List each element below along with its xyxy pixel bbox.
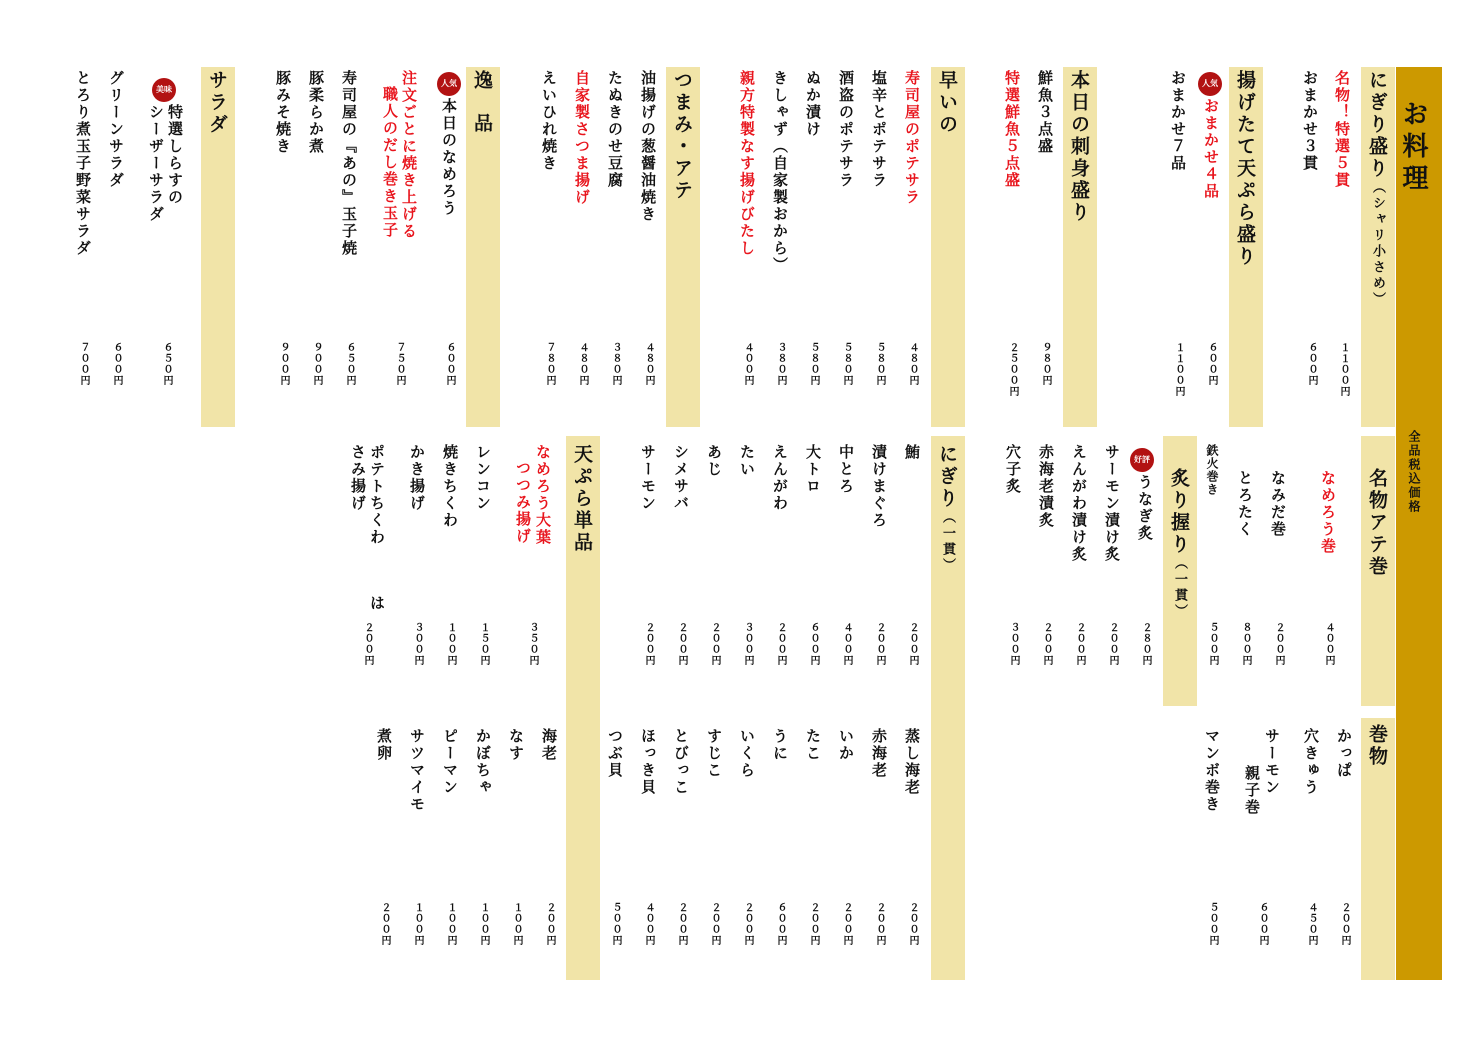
price: ２００円 [362,622,373,666]
price: ５００円 [610,902,621,946]
menu-item: シメサバ [672,444,690,512]
price: ２００円 [775,622,786,666]
price: ４８０円 [907,342,918,386]
menu-item: ピーマン [441,728,459,796]
price: ２００円 [907,622,918,666]
menu-item: 鮪 [903,444,921,461]
menu-item: 鮮魚３点盛 [1036,70,1054,155]
price: ２００円 [1339,902,1350,946]
menu-item: 焼きちくわ [441,444,459,529]
menu-item: いか [837,728,855,762]
price: ６５０円 [161,342,172,386]
price: ７５０円 [394,342,405,386]
price: ２００円 [1273,622,1284,666]
price: ８００円 [1240,622,1251,666]
section-title-makimono: 巻物 [1366,724,1388,768]
menu-item: おまかせ７品 [1169,70,1187,172]
price: ６００円 [111,342,122,386]
price: ２００円 [841,902,852,946]
price: ２８０円 [1140,622,1151,666]
price: ２００円 [907,902,918,946]
price: ４００円 [1323,622,1334,666]
menu-item: 特選しらすの [166,104,184,206]
menu-item: マンボ巻き [1203,728,1221,813]
price: ２００円 [1107,622,1118,666]
price: ６００円 [1206,342,1217,386]
menu-item: すじこ [705,728,723,779]
section-title-tsumami: つまみ・アテ [671,70,693,202]
menu-item: なめろう巻 [1319,470,1337,555]
menu-item: うなぎ炙 [1136,474,1154,542]
section-title-nigiri: にぎり（一貫） [936,444,958,574]
price: ３８０円 [610,342,621,386]
menu-item: 中とろ [837,444,855,495]
section-title-ippin: 逸品 [471,70,493,156]
price: ７８０円 [544,342,555,386]
price: ６００円 [444,342,455,386]
menu-item: 特選鮮魚５点盛 [1003,70,1021,189]
menu-item: 塩辛とポテサラ [870,70,888,189]
menu-item: 名物！特選５貫 [1333,70,1351,189]
price: ６００円 [775,902,786,946]
menu-item: おまかせ３貫 [1301,70,1319,172]
price: ２００円 [1074,622,1085,666]
menu-item: おまかせ４品 [1202,98,1220,200]
price: ２００円 [709,902,720,946]
price: ４００円 [643,902,654,946]
price: ２００円 [676,902,687,946]
price: ５８０円 [841,342,852,386]
menu-item: 豚柔らか煮 [307,70,325,155]
price: ４５０円 [1306,902,1317,946]
section-title-meibutsu: 名物アテ巻 [1366,468,1388,578]
menu-item: 穴きゅう [1302,728,1320,796]
price: ２００円 [379,902,390,946]
section-title-aburi: 炙り握り（一貫） [1168,468,1190,620]
price: ２００円 [742,902,753,946]
menu-item: えんがわ漬け炙 [1070,444,1088,563]
menu-item: きしゃず（自家製おから） [771,70,789,274]
menu-item: サーモン [639,444,657,512]
price: ６００円 [1306,342,1317,386]
menu-item: 寿司屋のポテサラ [903,70,921,206]
price: ２００円 [643,622,654,666]
menu-item: つぶ貝 [606,728,624,779]
menu-item: なす [507,728,525,762]
menu-item: 蒸し海老 [903,728,921,796]
menu-item: グリーンサラダ [107,70,125,189]
menu-item: つつみ揚げ [514,460,532,545]
price: ３５０円 [527,622,538,666]
menu-item-suffix: は [368,595,386,612]
menu-item: 寿司屋の『あの』玉子焼 [340,70,358,257]
ninki-badge-icon: 人気 [1198,72,1222,96]
menu-item: 大トロ [804,444,822,495]
price: ６００円 [808,622,819,666]
menu-item: サツマイモ [408,728,426,813]
price: ９８０円 [1040,342,1051,386]
price: ４８０円 [577,342,588,386]
menu-item: 漬けまぐろ [870,444,888,529]
section-title-tempura: 天ぷら単品 [571,444,593,554]
price: １１００円 [1338,342,1349,397]
price: １５０円 [478,622,489,666]
koubyo-badge-icon: 好評 [1130,448,1154,472]
price: ２００円 [874,622,885,666]
menu-item: とろたく [1236,470,1254,538]
price: ４００円 [742,342,753,386]
menu-item: ポテトちくわ [368,444,386,546]
price: ２００円 [1041,622,1052,666]
price: １１００円 [1173,342,1184,397]
menu-item: あじ [705,444,723,478]
price: １００円 [445,902,456,946]
bimi-badge-icon: 美味 [152,78,176,102]
price: ２００円 [874,902,885,946]
price: ３００円 [1008,622,1019,666]
menu-item: たぬきのせ豆腐 [606,70,624,189]
menu-item: ほっき貝 [639,728,657,796]
menu-item: 職人のだし巻き玉子 [381,86,399,239]
menu-item: 注文ごとに焼き上げる [400,70,418,240]
price: １００円 [478,902,489,946]
menu-item: ぬか漬け [804,70,822,138]
price: ４００円 [841,622,852,666]
menu-title: お料理 [1398,100,1428,196]
menu-item: とろり煮玉子野菜サラダ [74,70,92,257]
price: ６５０円 [344,342,355,386]
header-bar [1396,67,1442,980]
menu-item: 煮卵 [375,728,393,762]
menu-item: サーモン [1263,728,1281,796]
price: ７００円 [78,342,89,386]
menu-item: 親方特製なす揚げびたし [738,70,756,257]
menu-item: かっぱ [1335,728,1353,779]
menu-item: たい [738,444,756,478]
menu-item: 本日のなめろう [440,98,458,217]
menu-item: えいひれ焼き [540,70,558,172]
price: ６００円 [1257,902,1268,946]
menu-item: なめろう大葉 [534,444,552,546]
price: ５００円 [1207,902,1218,946]
menu-item: 親子巻 [1243,765,1261,816]
menu-item: 油揚げの葱醤油焼き [639,70,657,223]
price: ９００円 [278,342,289,386]
menu-item: 鉄火巻き [1205,444,1219,496]
price: ９００円 [311,342,322,386]
price: ５８０円 [808,342,819,386]
menu-item: たこ [804,728,822,762]
price: ２００円 [676,622,687,666]
menu-item: 酒盗のポテサラ [837,70,855,189]
menu-item: えんがわ [771,444,789,512]
menu-item: さみ揚げ [349,444,367,512]
menu-item: 海老 [540,728,558,762]
price: ３００円 [742,622,753,666]
price: ５８０円 [874,342,885,386]
price: ２５００円 [1007,342,1018,397]
price: ２００円 [709,622,720,666]
menu-item: 豚みそ焼き [274,70,292,155]
menu-item: 赤海老 [870,728,888,779]
price: ５００円 [1207,622,1218,666]
menu-item: 自家製さつま揚げ [573,70,591,206]
price: １００円 [412,902,423,946]
menu-item: 赤海老漬炙 [1037,444,1055,529]
ninki-badge-icon: 人気 [437,72,461,96]
price: ２００円 [544,902,555,946]
menu-item: かぼちゃ [474,728,492,796]
menu-item: レンコン [474,444,492,512]
section-title-nigiri-mori: にぎり盛り（シャリ小さめ） [1366,70,1388,308]
price: ３８０円 [775,342,786,386]
menu-item: いくら [738,728,756,779]
menu-item: うに [771,728,789,762]
price: ２００円 [808,902,819,946]
menu-item: かき揚げ [408,444,426,512]
menu-item: シーザーサラダ [147,104,165,223]
section-title-tempura-mori: 揚げたて天ぷら盛り [1234,70,1256,268]
menu-item: とびっこ [672,728,690,796]
menu-item: サーモン漬け炙 [1103,444,1121,563]
section-title-salad: サラダ [206,70,228,136]
price: １００円 [445,622,456,666]
menu-item: 穴子炙 [1004,444,1022,495]
price: ４８０円 [643,342,654,386]
price: １００円 [511,902,522,946]
price: ３００円 [412,622,423,666]
tax-note: 全品税込価格 [1407,430,1421,514]
section-title-sashimi: 本日の刺身盛り [1068,70,1090,224]
menu-item: なみだ巻 [1269,470,1287,538]
section-title-hayaino: 早いの [936,70,958,136]
